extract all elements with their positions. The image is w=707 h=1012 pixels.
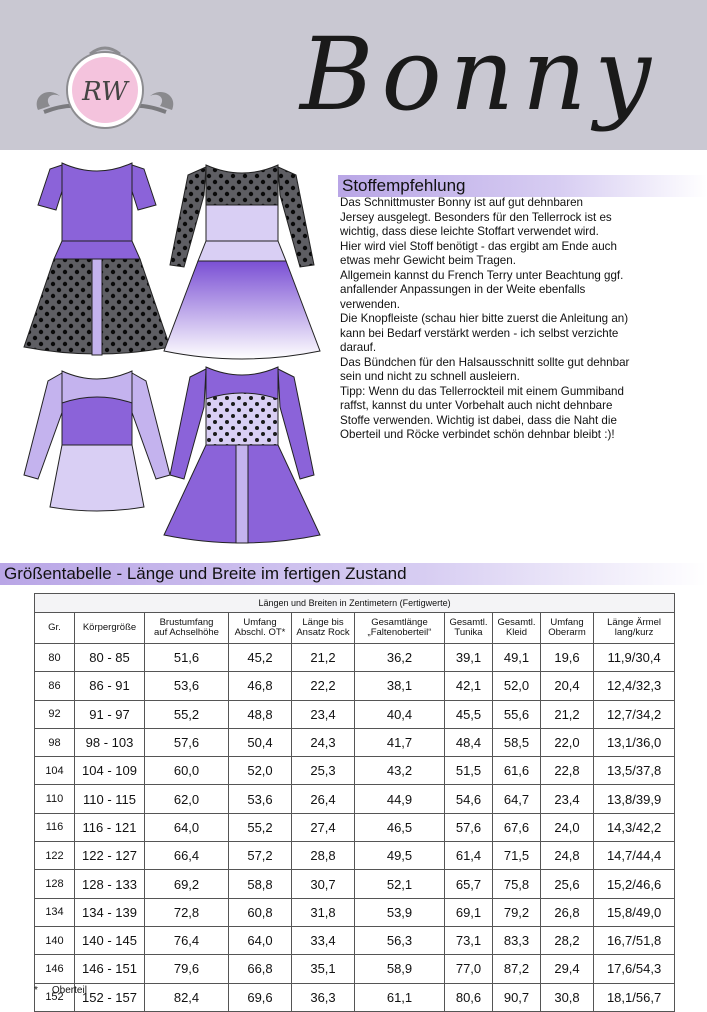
table-cell: 53,9 bbox=[355, 898, 445, 926]
table-cell: 22,2 bbox=[292, 672, 355, 700]
stoffempfehlung-heading-bar bbox=[338, 175, 707, 197]
table-cell: 18,1/56,7 bbox=[594, 983, 675, 1011]
table-cell: 39,1 bbox=[445, 644, 493, 672]
dress-3-illustration bbox=[24, 371, 170, 511]
table-cell: 67,6 bbox=[493, 813, 541, 841]
column-header-line: Kleid bbox=[505, 627, 528, 638]
dress-illustrations bbox=[20, 155, 340, 555]
paragraph-3 bbox=[340, 312, 702, 356]
column-header-line: auf Achselhöhe bbox=[154, 627, 219, 638]
table-caption: Längen und Breiten in Zentimetern (Fertigwerte) bbox=[35, 594, 675, 613]
table-cell: 104 bbox=[35, 757, 75, 785]
column-header-line: Brustumfang bbox=[159, 617, 214, 628]
table-cell: 60,0 bbox=[145, 757, 229, 785]
table-cell: 36,2 bbox=[355, 644, 445, 672]
table-cell: 58,8 bbox=[229, 870, 292, 898]
table-cell: 58,9 bbox=[355, 955, 445, 983]
table-cell: 116 bbox=[35, 813, 75, 841]
table-cell: 152 - 157 bbox=[75, 983, 145, 1011]
table-cell: 55,6 bbox=[493, 700, 541, 728]
text-line: kann bei Bedarf verstärkt werden - ich selbst verzichte bbox=[340, 326, 619, 340]
column-header bbox=[292, 613, 355, 644]
table-cell: 48,4 bbox=[445, 728, 493, 756]
table-cell: 69,2 bbox=[145, 870, 229, 898]
table-cell: 15,2/46,6 bbox=[594, 870, 675, 898]
table-cell: 82,4 bbox=[145, 983, 229, 1011]
table-cell: 61,6 bbox=[493, 757, 541, 785]
table-cell: 69,1 bbox=[445, 898, 493, 926]
table-cell: 26,8 bbox=[541, 898, 594, 926]
table-cell: 86 bbox=[35, 672, 75, 700]
table-cell: 91 - 97 bbox=[75, 700, 145, 728]
table-cell: 28,8 bbox=[292, 842, 355, 870]
dress-2-illustration bbox=[164, 165, 320, 359]
column-header bbox=[541, 613, 594, 644]
table-cell: 27,4 bbox=[292, 813, 355, 841]
column-header-line: Tunika bbox=[454, 627, 483, 638]
table-cell: 21,2 bbox=[541, 700, 594, 728]
table-row bbox=[35, 842, 675, 870]
text-line: sein und nicht zu schnell ausleiern. bbox=[340, 370, 520, 383]
table-cell: 41,7 bbox=[355, 728, 445, 756]
column-header-line: Gesamtlänge bbox=[371, 617, 428, 628]
table-cell: 140 - 145 bbox=[75, 926, 145, 954]
table-row bbox=[35, 757, 675, 785]
table-cell: 52,0 bbox=[229, 757, 292, 785]
table-cell: 11,9/30,4 bbox=[594, 644, 675, 672]
table-cell: 53,6 bbox=[145, 672, 229, 700]
table-cell: 146 - 151 bbox=[75, 955, 145, 983]
table-cell: 25,3 bbox=[292, 757, 355, 785]
table-cell: 83,3 bbox=[493, 926, 541, 954]
text-line: etwas mehr Gewicht beim Tragen. bbox=[340, 254, 516, 267]
table-cell: 46,8 bbox=[229, 672, 292, 700]
text-line: Stoffe verwenden. Wichtig ist dabei, dass die Naht die bbox=[340, 413, 617, 427]
table-cell: 42,1 bbox=[445, 672, 493, 700]
table-cell: 43,2 bbox=[355, 757, 445, 785]
table-cell: 31,8 bbox=[292, 898, 355, 926]
text-line: wichtig, dass diese leichte Stoffart verwendet wird. bbox=[340, 225, 599, 238]
text-line: Allgemein kannst du French Terry unter Beachtung ggf. bbox=[340, 268, 624, 282]
table-cell: 56,3 bbox=[355, 926, 445, 954]
table-cell: 15,8/49,0 bbox=[594, 898, 675, 926]
table-cell: 134 bbox=[35, 898, 75, 926]
table-cell: 72,8 bbox=[145, 898, 229, 926]
table-cell: 122 bbox=[35, 842, 75, 870]
table-cell: 48,8 bbox=[229, 700, 292, 728]
table-cell: 140 bbox=[35, 926, 75, 954]
text-line: Das Bündchen für den Halsausschnitt sollte gut dehnbar bbox=[340, 355, 630, 369]
stoffempfehlung-heading: Stoffempfehlung bbox=[342, 176, 466, 195]
column-header bbox=[229, 613, 292, 644]
table-cell: 46,5 bbox=[355, 813, 445, 841]
table-cell: 61,4 bbox=[445, 842, 493, 870]
table-cell: 53,6 bbox=[229, 785, 292, 813]
table-cell: 30,8 bbox=[541, 983, 594, 1011]
text-line: Oberteil und Röcke verbindet schön dehnbar bleibt :)! bbox=[340, 428, 615, 441]
table-cell: 13,1/36,0 bbox=[594, 728, 675, 756]
table-cell: 51,5 bbox=[445, 757, 493, 785]
paragraph-4 bbox=[340, 356, 702, 385]
column-header-line: Oberarm bbox=[548, 627, 586, 638]
table-cell: 58,5 bbox=[493, 728, 541, 756]
table-cell: 62,0 bbox=[145, 785, 229, 813]
table-row bbox=[35, 955, 675, 983]
column-header-line: Umfang bbox=[550, 617, 584, 628]
table-row bbox=[35, 926, 675, 954]
table-cell: 19,6 bbox=[541, 644, 594, 672]
table-cell: 13,5/37,8 bbox=[594, 757, 675, 785]
table-cell: 128 - 133 bbox=[75, 870, 145, 898]
table-cell: 29,4 bbox=[541, 955, 594, 983]
column-header bbox=[594, 613, 675, 644]
table-cell: 36,3 bbox=[292, 983, 355, 1011]
table-cell: 24,0 bbox=[541, 813, 594, 841]
table-cell: 104 - 109 bbox=[75, 757, 145, 785]
table-cell: 90,7 bbox=[493, 983, 541, 1011]
column-header-line: Abschl. OT* bbox=[234, 627, 286, 638]
text-line: Die Knopfleiste (schau hier bitte zuerst die Anleitung an) bbox=[340, 312, 629, 325]
table-row bbox=[35, 785, 675, 813]
table-cell: 16,7/51,8 bbox=[594, 926, 675, 954]
table-cell: 14,7/44,4 bbox=[594, 842, 675, 870]
table-cell: 152 bbox=[35, 983, 75, 1011]
table-cell: 51,6 bbox=[145, 644, 229, 672]
table-cell: 60,8 bbox=[229, 898, 292, 926]
logo-monogram: RW bbox=[82, 77, 128, 107]
table-cell: 80 bbox=[35, 644, 75, 672]
table-row bbox=[35, 672, 675, 700]
table-row bbox=[35, 644, 675, 672]
table-cell: 33,4 bbox=[292, 926, 355, 954]
size-table-heading-bar bbox=[0, 563, 707, 585]
logo-icon bbox=[30, 38, 180, 138]
table-cell: 55,2 bbox=[145, 700, 229, 728]
table-cell: 24,8 bbox=[541, 842, 594, 870]
table-cell: 57,6 bbox=[445, 813, 493, 841]
text-line: darauf. bbox=[340, 341, 377, 354]
table-cell: 23,4 bbox=[541, 785, 594, 813]
column-header-line: Länge bis bbox=[302, 617, 344, 628]
table-cell: 24,3 bbox=[292, 728, 355, 756]
table-cell: 98 bbox=[35, 728, 75, 756]
table-cell: 20,4 bbox=[541, 672, 594, 700]
table-cell: 66,8 bbox=[229, 955, 292, 983]
table-cell: 128 bbox=[35, 870, 75, 898]
table-cell: 77,0 bbox=[445, 955, 493, 983]
table-cell: 69,6 bbox=[229, 983, 292, 1011]
table-cell: 22,0 bbox=[541, 728, 594, 756]
text-line: verwenden. bbox=[340, 297, 400, 311]
text-line: anfallender Anpassungen in der Weite ebenfalls bbox=[340, 283, 586, 296]
page-title: Bonny bbox=[300, 16, 659, 133]
paragraph-1 bbox=[340, 196, 702, 269]
table-cell: 75,8 bbox=[493, 870, 541, 898]
footnote bbox=[34, 985, 87, 996]
footnote-mark: * bbox=[34, 985, 38, 996]
table-cell: 57,6 bbox=[145, 728, 229, 756]
table-cell: 55,2 bbox=[229, 813, 292, 841]
table-cell: 52,1 bbox=[355, 870, 445, 898]
column-header bbox=[145, 613, 229, 644]
table-cell: 116 - 121 bbox=[75, 813, 145, 841]
table-cell: 54,6 bbox=[445, 785, 493, 813]
column-header-line: Ansatz Rock bbox=[296, 627, 350, 638]
table-cell: 40,4 bbox=[355, 700, 445, 728]
table-cell: 64,0 bbox=[229, 926, 292, 954]
table-cell: 44,9 bbox=[355, 785, 445, 813]
table-cell: 66,4 bbox=[145, 842, 229, 870]
table-cell: 92 bbox=[35, 700, 75, 728]
table-row bbox=[35, 870, 675, 898]
table-cell: 76,4 bbox=[145, 926, 229, 954]
size-table-heading: Größentabelle - Länge und Breite im fertigen Zustand bbox=[4, 564, 407, 583]
table-cell: 110 bbox=[35, 785, 75, 813]
table-cell: 23,4 bbox=[292, 700, 355, 728]
table-cell: 26,4 bbox=[292, 785, 355, 813]
table-cell: 30,7 bbox=[292, 870, 355, 898]
column-header bbox=[493, 613, 541, 644]
table-row bbox=[35, 898, 675, 926]
column-header bbox=[35, 613, 75, 644]
table-cell: 86 - 91 bbox=[75, 672, 145, 700]
column-header-line: Gr. bbox=[48, 622, 61, 633]
paragraph-5 bbox=[340, 385, 702, 443]
table-cell: 80,6 bbox=[445, 983, 493, 1011]
table-cell: 134 - 139 bbox=[75, 898, 145, 926]
table-row bbox=[35, 728, 675, 756]
table-cell: 98 - 103 bbox=[75, 728, 145, 756]
table-cell: 45,2 bbox=[229, 644, 292, 672]
dress-1-illustration bbox=[24, 163, 170, 355]
text-line: Jersey ausgelegt. Besonders für den Tellerrock ist es bbox=[340, 210, 612, 224]
table-cell: 21,2 bbox=[292, 644, 355, 672]
table-cell: 73,1 bbox=[445, 926, 493, 954]
table-cell: 35,1 bbox=[292, 955, 355, 983]
column-header-line: Gesamtl. bbox=[449, 617, 488, 628]
size-table bbox=[34, 593, 675, 1012]
table-cell: 22,8 bbox=[541, 757, 594, 785]
column-header-line: Umfang bbox=[243, 617, 277, 628]
table-cell: 13,8/39,9 bbox=[594, 785, 675, 813]
stoffempfehlung-text bbox=[340, 196, 702, 443]
table-cell: 146 bbox=[35, 955, 75, 983]
column-header bbox=[355, 613, 445, 644]
column-header-line: lang/kurz bbox=[614, 627, 654, 638]
table-cell: 79,2 bbox=[493, 898, 541, 926]
table-cell: 45,5 bbox=[445, 700, 493, 728]
table-cell: 12,4/32,3 bbox=[594, 672, 675, 700]
table-cell: 28,2 bbox=[541, 926, 594, 954]
column-header bbox=[445, 613, 493, 644]
table-cell: 14,3/42,2 bbox=[594, 813, 675, 841]
column-header-line: „Faltenoberteil“ bbox=[367, 627, 432, 638]
header-banner bbox=[0, 0, 707, 150]
table-cell: 52,0 bbox=[493, 672, 541, 700]
table-cell: 122 - 127 bbox=[75, 842, 145, 870]
table-cell: 71,5 bbox=[493, 842, 541, 870]
table-cell: 38,1 bbox=[355, 672, 445, 700]
text-line: Tipp: Wenn du das Tellerrockteil mit einem Gummiband bbox=[340, 384, 624, 398]
table-cell: 64,7 bbox=[493, 785, 541, 813]
table-cell: 110 - 115 bbox=[75, 785, 145, 813]
table-cell: 57,2 bbox=[229, 842, 292, 870]
text-line: Das Schnittmuster Bonny ist auf gut dehnbaren bbox=[340, 196, 583, 209]
table-row bbox=[35, 700, 675, 728]
table-cell: 25,6 bbox=[541, 870, 594, 898]
column-header bbox=[75, 613, 145, 644]
table-cell: 65,7 bbox=[445, 870, 493, 898]
table-row bbox=[35, 813, 675, 841]
column-header-line: Körpergröße bbox=[82, 622, 137, 633]
column-header-line: Gesamtl. bbox=[497, 617, 536, 628]
table-cell: 79,6 bbox=[145, 955, 229, 983]
column-header-line: Länge Ärmel bbox=[607, 617, 661, 628]
table-row bbox=[35, 983, 675, 1011]
table-cell: 49,1 bbox=[493, 644, 541, 672]
table-cell: 80 - 85 bbox=[75, 644, 145, 672]
table-cell: 61,1 bbox=[355, 983, 445, 1011]
table-cell: 50,4 bbox=[229, 728, 292, 756]
table-cell: 64,0 bbox=[145, 813, 229, 841]
text-line: raffst, kannst du unter Vorbehalt auch nicht dehnbare bbox=[340, 399, 613, 412]
footnote-text: Oberteil bbox=[51, 985, 87, 996]
dress-4-illustration bbox=[164, 367, 320, 543]
table-cell: 12,7/34,2 bbox=[594, 700, 675, 728]
table-cell: 17,6/54,3 bbox=[594, 955, 675, 983]
paragraph-2 bbox=[340, 269, 702, 313]
table-cell: 49,5 bbox=[355, 842, 445, 870]
table-cell: 87,2 bbox=[493, 955, 541, 983]
text-line: Hier wird viel Stoff benötigt - das ergibt am Ende auch bbox=[340, 239, 617, 253]
